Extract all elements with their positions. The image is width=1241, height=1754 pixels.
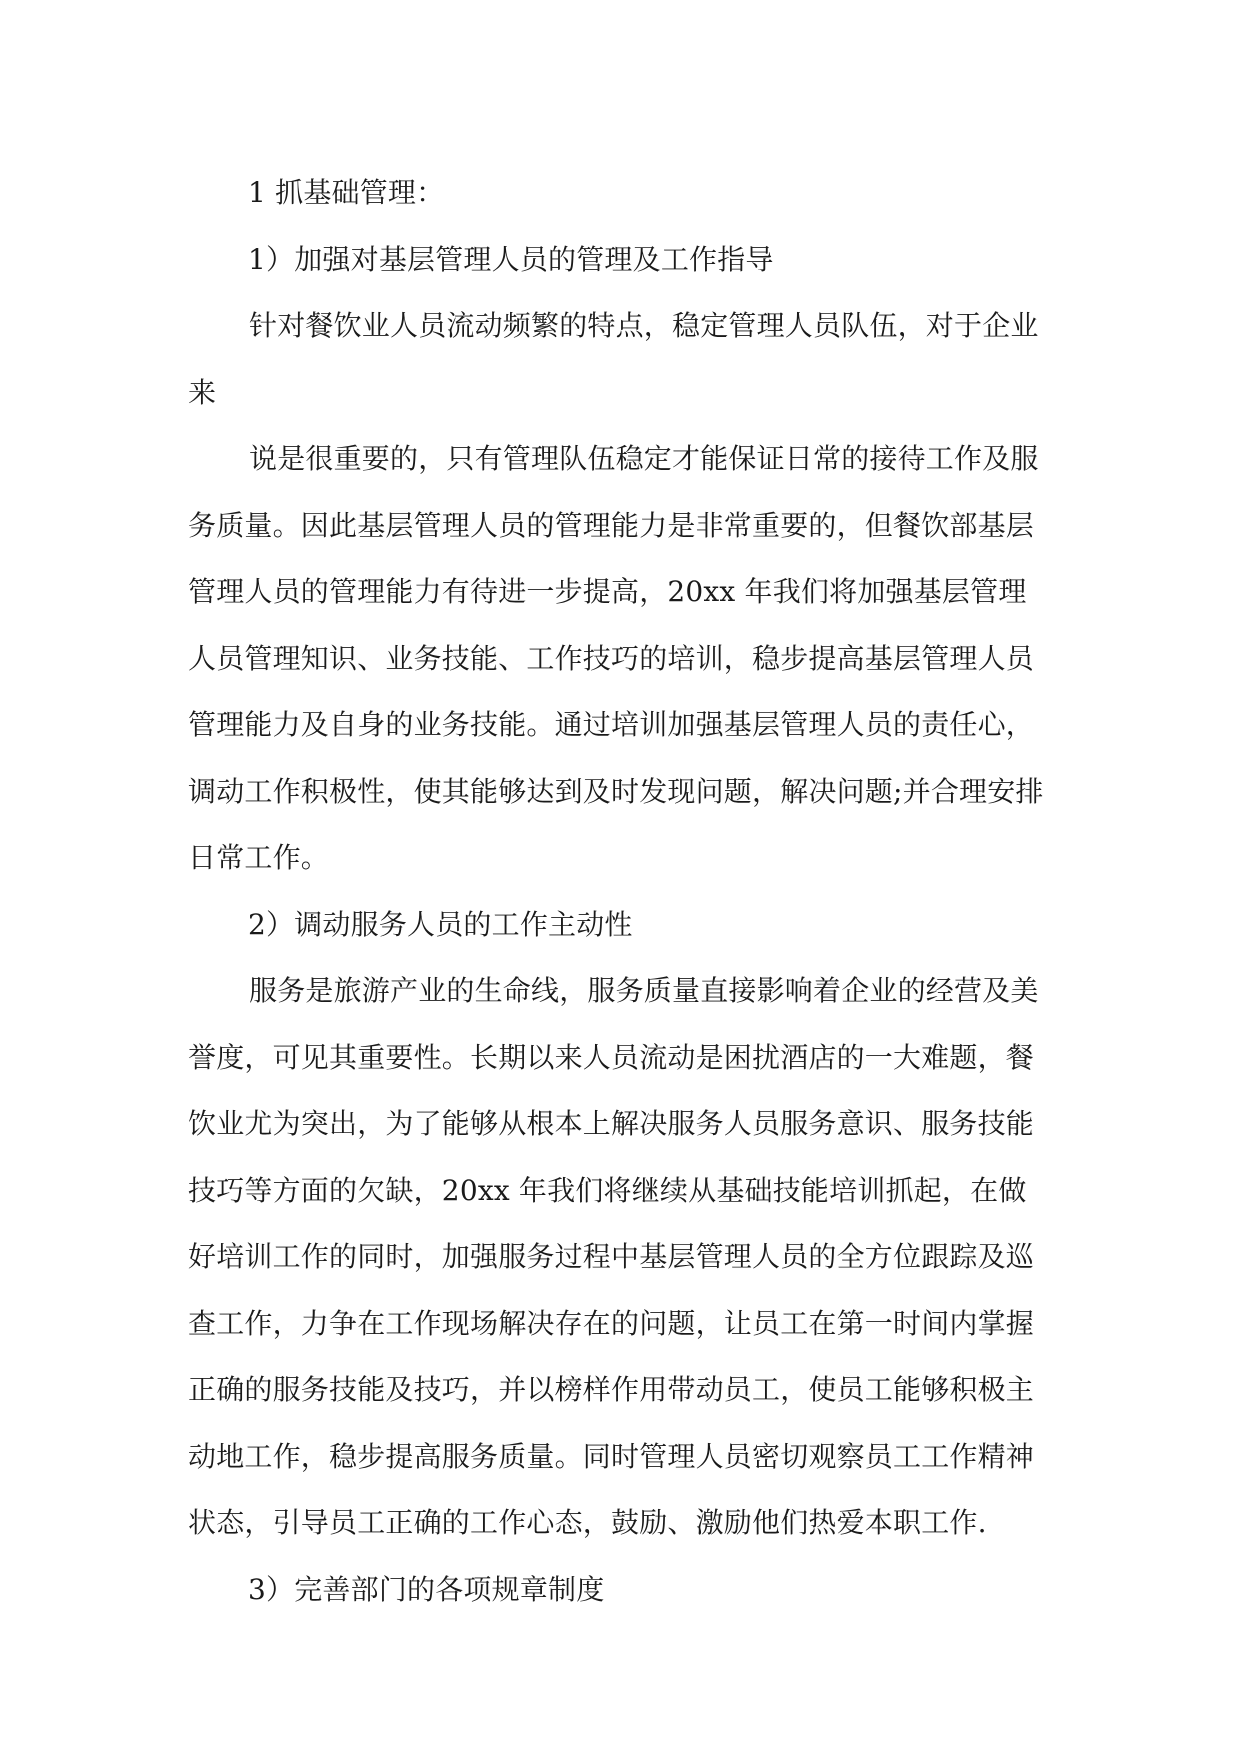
paragraph-3-line-9: 状态，引导员工正确的工作心态，鼓励、激励他们热爱本职工作. — [188, 1506, 987, 1539]
paragraph-2-line-1: 说是很重要的，只有管理队伍稳定才能保证日常的接待工作及服 — [249, 442, 1039, 475]
paragraph-2-line-6: 调动工作积极性，使其能够达到及时发现问题，解决问题;并合理安排 — [188, 774, 1044, 808]
paragraph-2-line-4: 人员管理知识、业务技能、工作技巧的培训，稳步提高基层管理人员 — [188, 641, 1035, 675]
paragraph-3-line-5: 好培训工作的同时，加强服务过程中基层管理人员的全方位跟踪及巡 — [188, 1240, 1035, 1273]
paragraph-2-line-5: 管理能力及自身的业务技能。通过培训加强基层管理人员的责任心， — [188, 708, 1035, 741]
paragraph-3-line-1: 服务是旅游产业的生命线，服务质量直接影响着企业的经营及美 — [249, 974, 1039, 1007]
paragraph-2-line-2: 务质量。因此基层管理人员的管理能力是非常重要的，但餐饮部基层 — [188, 508, 1035, 542]
paragraph-2-line-3: 管理人员的管理能力有待进一步提高，20xx 年我们将加强基层管理 — [188, 575, 1027, 608]
subheading-1: 1）加强对基层管理人员的管理及工作指导 — [248, 242, 774, 276]
paragraph-1-line-2: 来 — [188, 375, 217, 409]
section-heading-1: 1 抓基础管理： — [248, 176, 445, 209]
subheading-3: 3）完善部门的各项规章制度 — [248, 1572, 605, 1606]
paragraph-3-line-7: 正确的服务技能及技巧，并以榜样作用带动员工，使员工能够积极主 — [188, 1373, 1035, 1406]
paragraph-3-line-2: 誉度，可见其重要性。长期以来人员流动是困扰酒店的一大难题，餐 — [188, 1040, 1035, 1074]
paragraph-3-line-4: 技巧等方面的欠缺，20xx 年我们将继续从基础技能培训抓起，在做 — [188, 1173, 1027, 1207]
paragraph-3-line-3: 饮业尤为突出，为了能够从根本上解决服务人员服务意识、服务技能 — [188, 1107, 1035, 1140]
subheading-2: 2）调动服务人员的工作主动性 — [248, 907, 633, 941]
paragraph-3-line-8: 动地工作，稳步提高服务质量。同时管理人员密切观察员工工作精神 — [188, 1439, 1035, 1473]
paragraph-2-line-7: 日常工作。 — [188, 841, 330, 874]
document-body — [188, 160, 1058, 1623]
paragraph-3-line-6: 查工作，力争在工作现场解决存在的问题，让员工在第一时间内掌握 — [188, 1306, 1035, 1340]
paragraph-1-line-1: 针对餐饮业人员流动频繁的特点，稳定管理人员队伍，对于企业 — [249, 309, 1039, 342]
